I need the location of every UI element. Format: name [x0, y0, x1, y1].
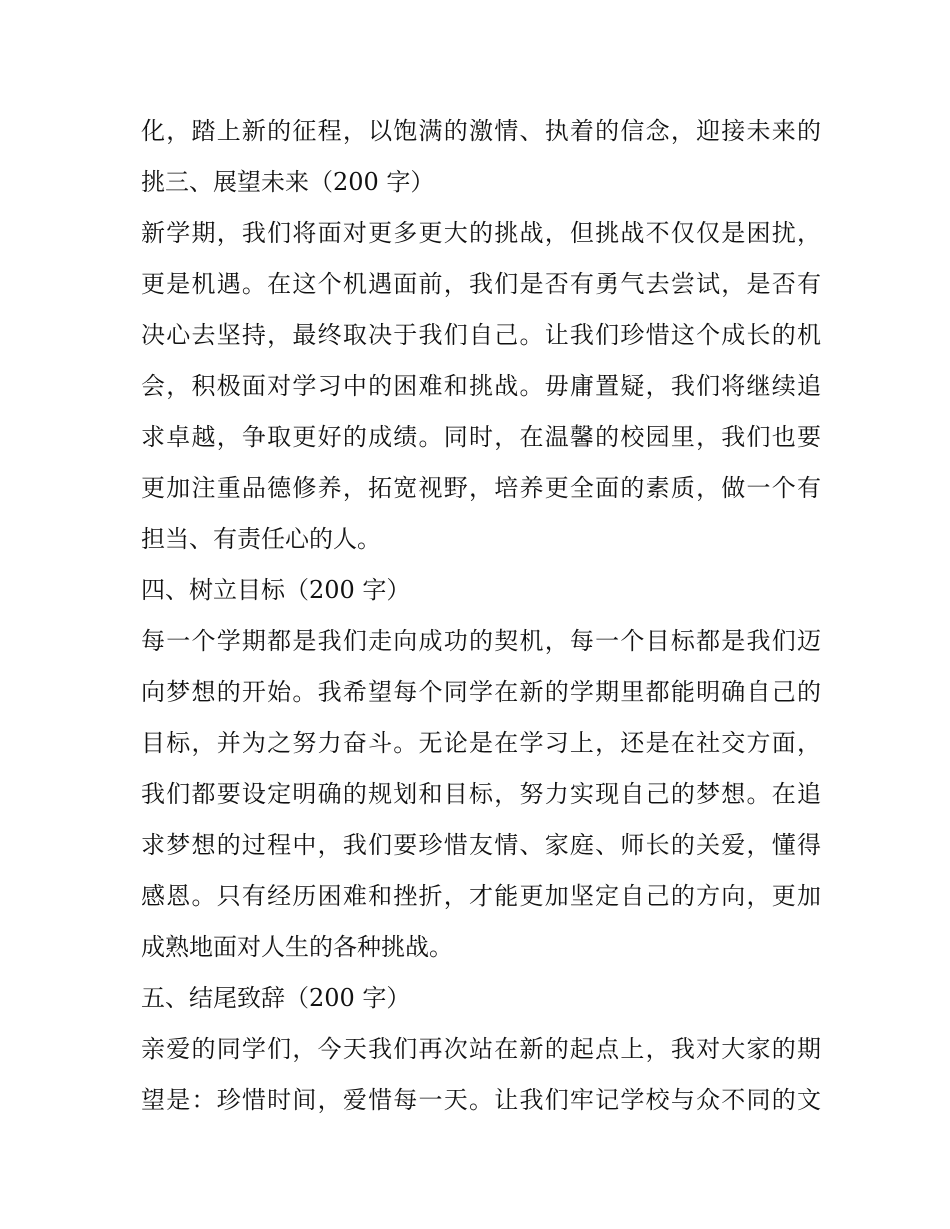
paragraph-line: 望是：珍惜时间，爱惜每一天。让我们牢记学校与众不同的文 [141, 1086, 821, 1114]
document-body [141, 106, 821, 1126]
paragraph-line: 我们都要设定明确的规划和目标，努力实现自己的梦想。在追 [141, 780, 821, 808]
paragraph-line: 决心去坚持，最终取决于我们自己。让我们珍惜这个成长的机 [141, 321, 821, 349]
paragraph-line: 向梦想的开始。我希望每个同学在新的学期里都能明确自己的 [141, 678, 821, 706]
paragraph-line: 求卓越，争取更好的成绩。同时，在温馨的校园里，我们也要 [141, 423, 821, 451]
paragraph-line: 感恩。只有经历困难和挫折，才能更加坚定自己的方向，更加 [141, 882, 821, 910]
paragraph-line: 目标，并为之努力奋斗。无论是在学习上，还是在社交方面， [141, 729, 821, 757]
paragraph-line: 化，踏上新的征程，以饱满的激情、执着的信念，迎接未来的 [141, 117, 821, 145]
paragraph-line: 更是机遇。在这个机遇面前，我们是否有勇气去尝试，是否有 [141, 270, 821, 298]
section-heading-3: 挑三、展望未来（200 字） [141, 168, 435, 196]
paragraph-line: 担当、有责任心的人。 [141, 525, 381, 553]
section-heading-4: 四、树立目标（200 字） [141, 576, 411, 604]
paragraph-line: 更加注重品德修养，拓宽视野，培养更全面的素质，做一个有 [141, 474, 821, 502]
section-heading-5: 五、结尾致辞（200 字） [141, 984, 411, 1012]
paragraph-line: 新学期，我们将面对更多更大的挑战，但挑战不仅仅是困扰， [141, 219, 821, 247]
paragraph-line: 会，积极面对学习中的困难和挑战。毋庸置疑，我们将继续追 [141, 372, 821, 400]
paragraph-line: 成熟地面对人生的各种挑战。 [141, 933, 453, 961]
paragraph-line: 亲爱的同学们，今天我们再次站在新的起点上，我对大家的期 [141, 1035, 821, 1063]
paragraph-line: 求梦想的过程中，我们要珍惜友情、家庭、师长的关爱，懂得 [141, 831, 821, 859]
paragraph-line: 每一个学期都是我们走向成功的契机，每一个目标都是我们迈 [141, 627, 821, 655]
